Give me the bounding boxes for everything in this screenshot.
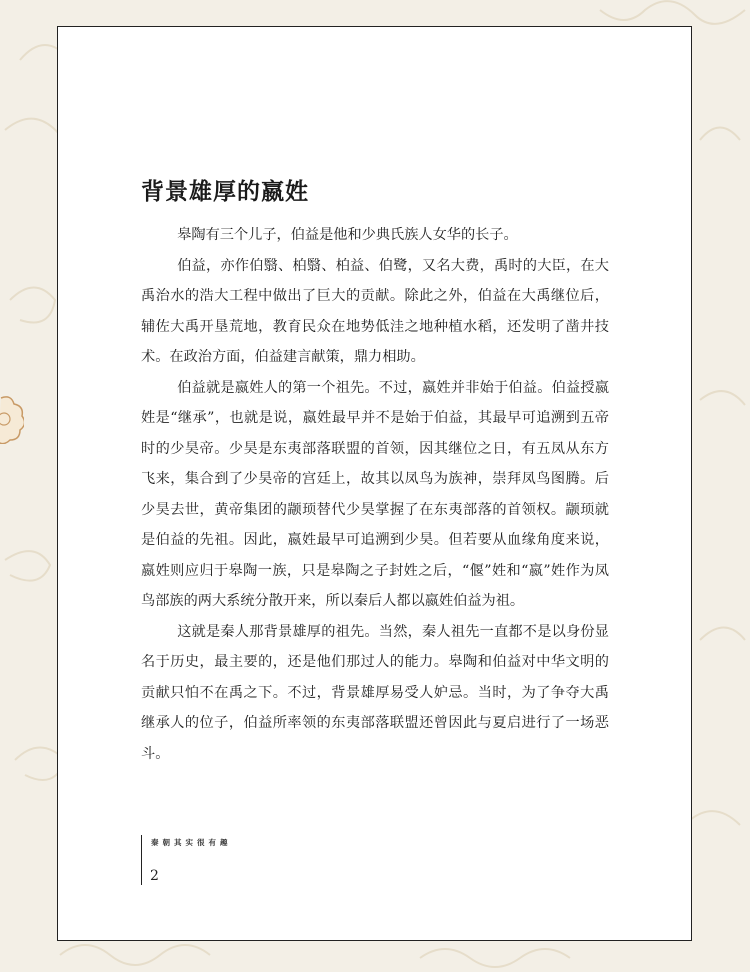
footer-series-title: 秦朝其实很有趣	[151, 838, 232, 847]
page-number: 2	[150, 868, 159, 884]
paragraph: 皋陶有三个儿子，伯益是他和少典氏族人女华的长子。	[177, 227, 518, 243]
footer-divider	[141, 835, 142, 885]
flower-ornament-icon	[0, 394, 24, 444]
book-page	[57, 26, 692, 941]
article-body	[141, 220, 609, 769]
section-heading: 背景雄厚的嬴姓	[141, 178, 309, 205]
paragraph: 伯益就是嬴姓人的第一个祖先。不过，嬴姓并非始于伯益。伯益授嬴姓是“继承”，也就是说，嬴姓最早并不是始于伯益，其最早可追溯到五帝时的少昊帝。少昊是东夷部落联盟的首领，因其继位之日，有五凤从东方飞来，集合到了少昊帝的宫廷上，故其以凤鸟为族神，崇拜凤鸟图腾。后少昊去世，黄帝集团的颛顼替代少昊掌握了在东夷部落的首领权。颛顼就是伯益的先祖。因此，嬴姓最早可追溯到少昊。但若要从血缘角度来说，嬴姓则应归于皋陶一族，只是皋陶之子封姓之后，“偃”姓和“嬴”姓作为凤鸟部族的两大系统分散开来，所以秦后人都以嬴姓伯益为祖。	[141, 379, 609, 609]
paragraph: 这就是秦人那背景雄厚的祖先。当然，秦人祖先一直都不是以身份显名于历史，最主要的，还是他们那过人的能力。皋陶和伯益对中华文明的贡献只怕不在禹之下。不过，背景雄厚易受人妒忌。当时，为了争夺大禹继承人的位子，伯益所率领的东夷部落联盟还曾因此与夏启进行了一场恶斗。	[141, 623, 609, 762]
paragraph: 伯益，亦作伯翳、柏翳、柏益、伯鹭，又名大费，禹时的大臣，在大禹治水的浩大工程中做出了巨大的贡献。除此之外，伯益在大禹继位后，辅佐大禹开垦荒地，教育民众在地势低洼之地种植水稻，还发明了凿井技术。在政治方面，伯益建言献策，鼎力相助。	[141, 257, 609, 365]
